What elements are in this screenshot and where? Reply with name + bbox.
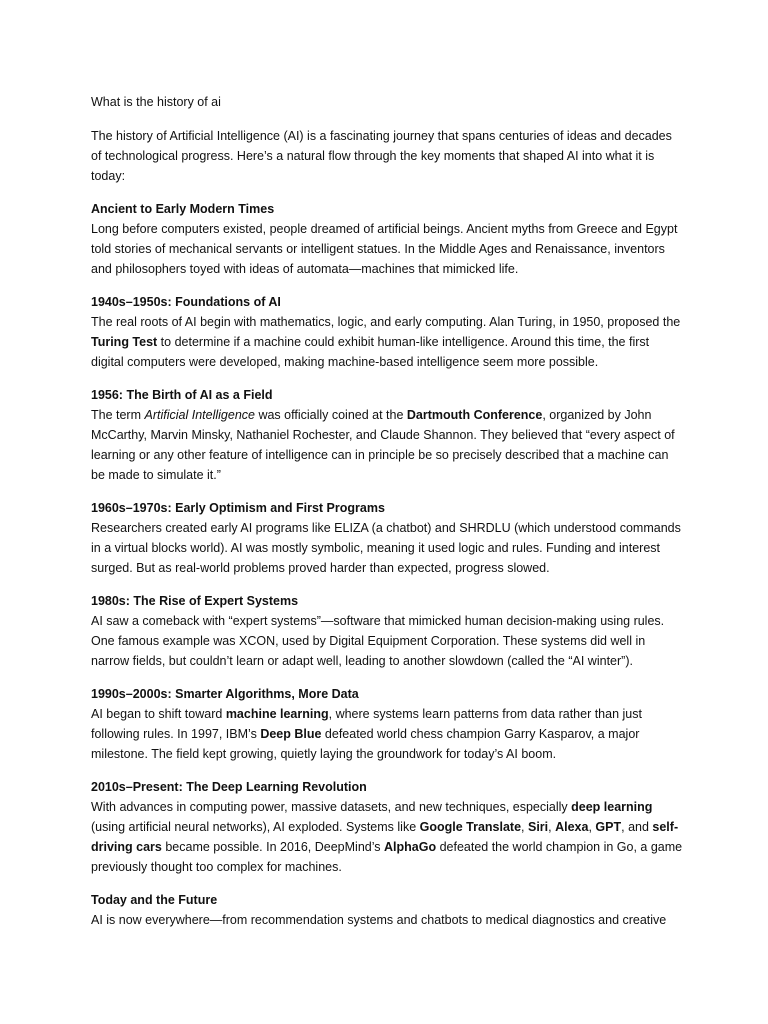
text-run: became possible. In 2016, DeepMind’s bbox=[161, 840, 385, 854]
text-run: With advances in computing power, massive datasets, and new techniques, especially bbox=[91, 800, 572, 814]
text-run: AI began to shift toward bbox=[91, 707, 226, 721]
text-run: , where systems learn patterns from data rather than just following rules. In 1997, IBM’s bbox=[91, 707, 642, 741]
section bbox=[91, 684, 683, 764]
text-run: Long before computers existed, people dreamed of artificial beings. Ancient myths from Greece and Egypt told stories of mechanical servants or intelligent statues. In the Middle Ages and Renaissance, inventors and philosophers toyed with ideas of automata—machines that mimicked life. bbox=[91, 222, 678, 276]
section bbox=[91, 385, 683, 485]
section bbox=[91, 777, 683, 877]
section-heading: 1960s–1970s: Early Optimism and First Programs bbox=[91, 501, 385, 515]
section-body bbox=[91, 405, 683, 485]
text-run: defeated the world champion in Go, a game previously thought too complex for machines. bbox=[91, 840, 683, 874]
section-heading: 1980s: The Rise of Expert Systems bbox=[91, 594, 299, 608]
sections-container bbox=[91, 199, 683, 930]
section-heading: 2010s–Present: The Deep Learning Revolution bbox=[91, 780, 367, 794]
section-body bbox=[91, 312, 683, 372]
bold-term: Dartmouth Conference bbox=[406, 408, 543, 422]
bold-term: Siri bbox=[528, 820, 549, 834]
document-page bbox=[91, 92, 683, 943]
bold-term: self-driving cars bbox=[91, 820, 679, 854]
text-run: to determine if a machine could exhibit human-like intelligence. Around this time, the first digital computers were developed, making machine-based intelligence seem more possible. bbox=[91, 335, 650, 369]
text-run: AI is now everywhere—from recommendation systems and chatbots to medical diagnostics and creative bbox=[91, 913, 667, 927]
text-run: The term bbox=[91, 408, 145, 422]
section bbox=[91, 498, 683, 578]
section bbox=[91, 292, 683, 372]
section-body bbox=[91, 910, 683, 930]
section-heading: 1940s–1950s: Foundations of AI bbox=[91, 295, 281, 309]
section-heading: Ancient to Early Modern Times bbox=[91, 202, 275, 216]
bold-term: Turing Test bbox=[91, 335, 158, 349]
text-run: Researchers created early AI programs like ELIZA (a chatbot) and SHRDLU (which understood commands in a virtual blocks world). AI was mostly symbolic, meaning it used logic and rules. Funding and interest surged. But as real-world problems proved harder than expected, progress slowed. bbox=[91, 521, 681, 575]
section bbox=[91, 890, 683, 930]
bold-term: deep learning bbox=[571, 800, 653, 814]
text-run: , bbox=[521, 820, 528, 834]
section-heading: 1990s–2000s: Smarter Algorithms, More Data bbox=[91, 687, 359, 701]
text-run: The real roots of AI begin with mathematics, logic, and early computing. Alan Turing, in 1950, proposed the bbox=[91, 315, 681, 329]
bold-term: AlphaGo bbox=[384, 840, 437, 854]
section bbox=[91, 591, 683, 671]
bold-term: Google Translate bbox=[419, 820, 522, 834]
bold-term: machine learning bbox=[225, 707, 329, 721]
section-body bbox=[91, 797, 683, 877]
section-body bbox=[91, 219, 683, 279]
text-run: (using artificial neural networks), AI exploded. Systems like bbox=[91, 820, 420, 834]
section-heading: Today and the Future bbox=[91, 893, 218, 907]
text-run: , and bbox=[621, 820, 653, 834]
section-body bbox=[91, 704, 683, 764]
section bbox=[91, 199, 683, 279]
text-run: defeated world chess champion Garry Kasparov, a major milestone. The field kept growing, quietly laying the groundwork for today’s AI boom. bbox=[91, 727, 640, 761]
italic-term: Artificial Intelligence bbox=[144, 408, 255, 422]
question-text: What is the history of ai bbox=[91, 95, 221, 109]
section-heading: 1956: The Birth of AI as a Field bbox=[91, 388, 273, 402]
bold-term: GPT bbox=[595, 820, 622, 834]
text-run: , bbox=[588, 820, 596, 834]
bold-term: Alexa bbox=[555, 820, 589, 834]
text-run: , organized by John McCarthy, Marvin Minsky, Nathaniel Rochester, and Claude Shannon. They believed that “every aspect of learning or any other feature of intelligence can in principle be so precisely described that a machine can be made to simulate it.” bbox=[91, 408, 675, 482]
section-body bbox=[91, 518, 683, 578]
text-run: , bbox=[548, 820, 556, 834]
text-run: was officially coined at the bbox=[254, 408, 407, 422]
section-body bbox=[91, 611, 683, 671]
bold-term: Deep Blue bbox=[260, 727, 322, 741]
text-run: AI saw a comeback with “expert systems”—software that mimicked human decision-making using rules. One famous example was XCON, used by Digital Equipment Corporation. These systems did well in narrow fields, but couldn’t learn or adapt well, leading to another slowdown (called the “AI winter”). bbox=[91, 614, 665, 668]
intro-paragraph: The history of Artificial Intelligence (AI) is a fascinating journey that spans centuries of ideas and decades of technological progress. Here’s a natural flow through the key moments that shaped AI into what it is today: bbox=[91, 129, 672, 183]
